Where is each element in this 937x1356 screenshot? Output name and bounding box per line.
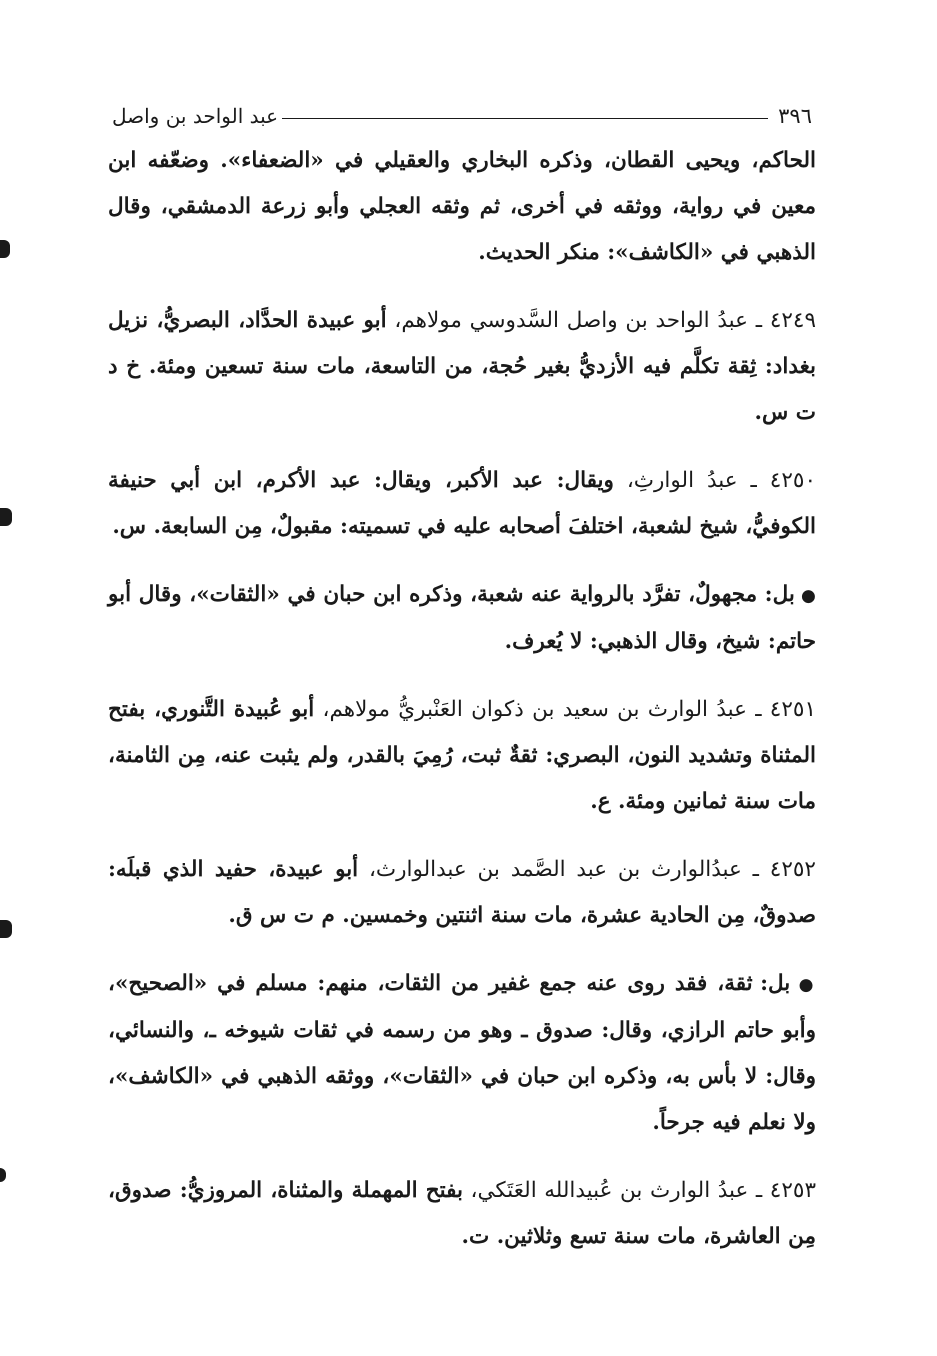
page-number: ٣٩٦ xyxy=(778,104,812,128)
page-header xyxy=(112,94,812,128)
entry-text: أبو عبيدة، حفيد الذي قبلَه: صدوقٌ، مِن الحادية عشرة، مات سنة اثنتين وخمسين. م ت س ق. xyxy=(108,857,816,928)
scan-edge-mark xyxy=(0,920,12,938)
entry-4251 xyxy=(108,687,816,825)
entry-4250 xyxy=(108,458,816,550)
entry-4252 xyxy=(108,847,816,939)
running-title: عبد الواحد بن واصل xyxy=(112,104,279,128)
entry-heading: ٤٢٤٩ ـ عبدُ الواحد بن واصل السَّدوسي مولاهم، xyxy=(386,308,817,333)
entry-heading: ٤٢٥٣ ـ عبدُ الوارث بن عُبيدالله العَتَكي، xyxy=(462,1178,816,1203)
entry-heading: ٤٢٥٢ ـ عبدُالوارث بن عبد الصَّمد بن عبدالوارث، xyxy=(358,857,816,882)
scan-edge-mark xyxy=(0,240,10,258)
header-rule xyxy=(282,118,768,119)
bullet-icon: ● xyxy=(794,586,816,606)
commentary-text: بل: ثقة، فقد روى عنه جمع غفير من الثقات، منهم: مسلم في «الصحيح»، وأبو حاتم الرازي، وقال: صدوق ـ وهو من رسمه في ثقات شيوخه ـ، والنسائي، وقال: لا بأس به، وذكره ابن حبان في «الثقات»، ووثقه الذهبي في «الكاشف»، ولا نعلم فيه جرحاً. xyxy=(108,971,816,1135)
bullet-icon: ● xyxy=(790,975,816,995)
commentary-4252 xyxy=(108,961,816,1146)
entry-text: ويقال: عبد الأكبر، ويقال: عبد الأكرم، ابن أبي حنيفة الكوفيُّ، شيخ لشعبة، اختلفَ أصحابه عليه في تسميته: مقبولٌ، مِن السابعة. س. xyxy=(108,468,816,539)
paragraph-text: الحاكم، ويحيى القطان، وذكره البخاري والعقيلي في «الضعفاء». وضعّفه ابن معين في رواية، ووثقه في أخرى، ثم وثقه العجلي وأبو زرعة الدمشقي، وقال الذهبي في «الكاشف»: منكر الحديث. xyxy=(108,148,816,265)
entry-text: بفتح المهملة والمثناة، المروزيُّ: صدوق، مِن العاشرة، مات سنة تسع وثلاثين. ت. xyxy=(108,1178,816,1249)
entry-4253 xyxy=(108,1168,816,1260)
scan-edge-mark xyxy=(0,508,12,526)
entry-heading: ٤٢٥٠ ـ عبدُ الوارثِ، xyxy=(613,468,816,493)
page-body xyxy=(108,138,816,1282)
entry-4249 xyxy=(108,298,816,436)
commentary-4250 xyxy=(108,572,816,665)
entry-text: أبو عبيدة الحدَّاد، البصريُّ، نزيل بغداد: ثِقة تكلَّم فيه الأزديُّ بغير حُجة، من التاسعة، مات سنة تسعين ومئة. خ د ت س. xyxy=(108,308,816,425)
paragraph-continuation xyxy=(108,138,816,276)
entry-heading: ٤٢٥١ ـ عبدُ الوارث بن سعيد بن ذكوان العَنْبريُّ مولاهم، xyxy=(314,697,816,722)
scan-edge-mark xyxy=(0,1168,6,1182)
entry-text: أبو عُبيدة التَّنوري، بفتح المثناة وتشديد النون، البصري: ثقةٌ ثبت، رُمِيَ بالقدر، ولم يثبت عنه، مِن الثامنة، مات سنة ثمانين ومئة. ع. xyxy=(108,697,816,814)
commentary-text: بل: مجهولٌ، تفرَّد بالرواية عنه شعبة، وذكره ابن حبان في «الثقات»، وقال أبو حاتم: شيخ، وقال الذهبي: لا يُعرف. xyxy=(108,582,816,654)
